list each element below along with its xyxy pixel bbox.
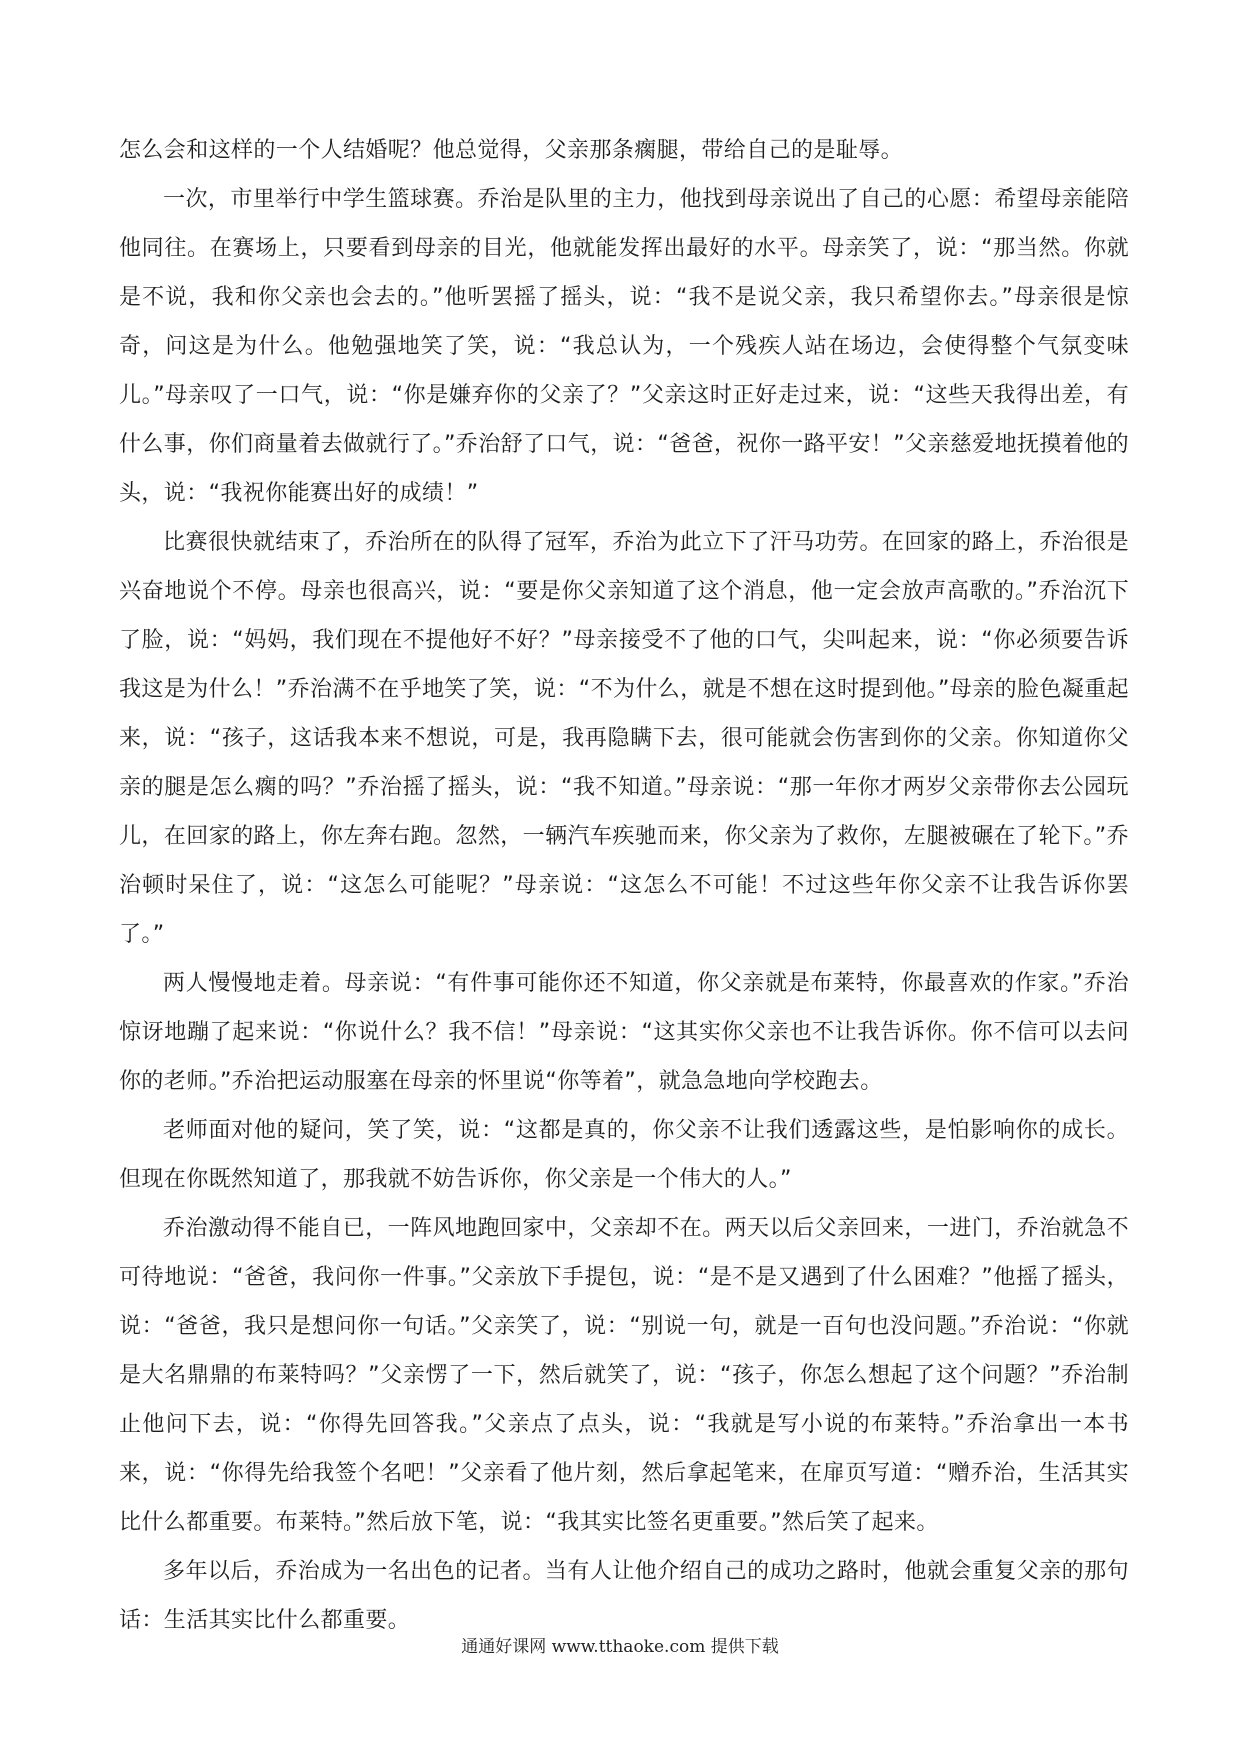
paragraph-1: 怎么会和这样的一个人结婚呢？他总觉得，父亲那条瘸腿，带给自己的是耻辱。	[119, 138, 904, 163]
paragraph-5: 老师面对他的疑问，笑了笑，说：“这都是真的，你父亲不让我们透露这些，是怕影响你的成长。但现在你既然知道了，那我就不妨告诉你，你父亲是一个伟大的人。”	[119, 1118, 1129, 1192]
paragraph-4: 两人慢慢地走着。母亲说：“有件事可能你还不知道，你父亲就是布莱特，你最喜欢的作家。”乔治惊讶地蹦了起来说：“你说什么？我不信！”母亲说：“这其实你父亲也不让我告诉你。你不信可以去问你的老师。”乔治把运动服塞在母亲的怀里说“你等着”，就急急地向学校跑去。	[119, 971, 1129, 1094]
page-footer: 通通好课网 www.tthaoke.com 提供下载	[461, 1637, 779, 1657]
paragraph-6: 乔治激动得不能自已，一阵风地跑回家中，父亲却不在。两天以后父亲回来，一进门，乔治就急不可待地说：“爸爸，我问你一件事。”父亲放下手提包，说：“是不是又遇到了什么困难？”他摇了摇头，说：“爸爸，我只是想问你一句话。”父亲笑了，说：“别说一句，就是一百句也没问题。”乔治说：“你就是大名鼎鼎的布莱特吗？”父亲愣了一下，然后就笑了，说：“孩子，你怎么想起了这个问题？”乔治制止他问下去，说：“你得先回答我。”父亲点了点头，说：“我就是写小说的布莱特。”乔治拿出一本书来，说：“你得先给我签个名吧！”父亲看了他片刻，然后拿起笔来，在扉页写道：“赠乔治，生活其实比什么都重要。布莱特。”然后放下笔，说：“我其实比签名更重要。”然后笑了起来。	[119, 1216, 1129, 1535]
paragraph-7: 多年以后，乔治成为一名出色的记者。当有人让他介绍自己的成功之路时，他就会重复父亲的那句话：生活其实比什么都重要。	[119, 1559, 1129, 1633]
article-body	[119, 126, 1129, 1645]
paragraph-2: 一次，市里举行中学生篮球赛。乔治是队里的主力，他找到母亲说出了自己的心愿：希望母亲能陪他同往。在赛场上，只要看到母亲的目光，他就能发挥出最好的水平。母亲笑了，说：“那当然。你就是不说，我和你父亲也会去的。”他听罢摇了摇头，说：“我不是说父亲，我只希望你去。”母亲很是惊奇，问这是为什么。他勉强地笑了笑，说：“我总认为，一个残疾人站在场边，会使得整个气氛变味儿。”母亲叹了一口气，说：“你是嫌弃你的父亲了？”父亲这时正好走过来，说：“这些天我得出差，有什么事，你们商量着去做就行了。”乔治舒了口气，说：“爸爸，祝你一路平安！”父亲慈爱地抚摸着他的头，说：“我祝你能赛出好的成绩！”	[119, 187, 1129, 506]
paragraph-3: 比赛很快就结束了，乔治所在的队得了冠军，乔治为此立下了汗马功劳。在回家的路上，乔治很是兴奋地说个不停。母亲也很高兴，说：“要是你父亲知道了这个消息，他一定会放声高歌的。”乔治沉下了脸，说：“妈妈，我们现在不提他好不好？”母亲接受不了他的口气，尖叫起来，说：“你必须要告诉我这是为什么！”乔治满不在乎地笑了笑，说：“不为什么，就是不想在这时提到他。”母亲的脸色凝重起来，说：“孩子，这话我本来不想说，可是，我再隐瞒下去，很可能就会伤害到你的父亲。你知道你父亲的腿是怎么瘸的吗？”乔治摇了摇头，说：“我不知道。”母亲说：“那一年你才两岁父亲带你去公园玩儿，在回家的路上，你左奔右跑。忽然，一辆汽车疾驰而来，你父亲为了救你，左腿被碾在了轮下。”乔治顿时呆住了，说：“这怎么可能呢？”母亲说：“这怎么不可能！不过这些年你父亲不让我告诉你罢了。”	[119, 530, 1129, 947]
